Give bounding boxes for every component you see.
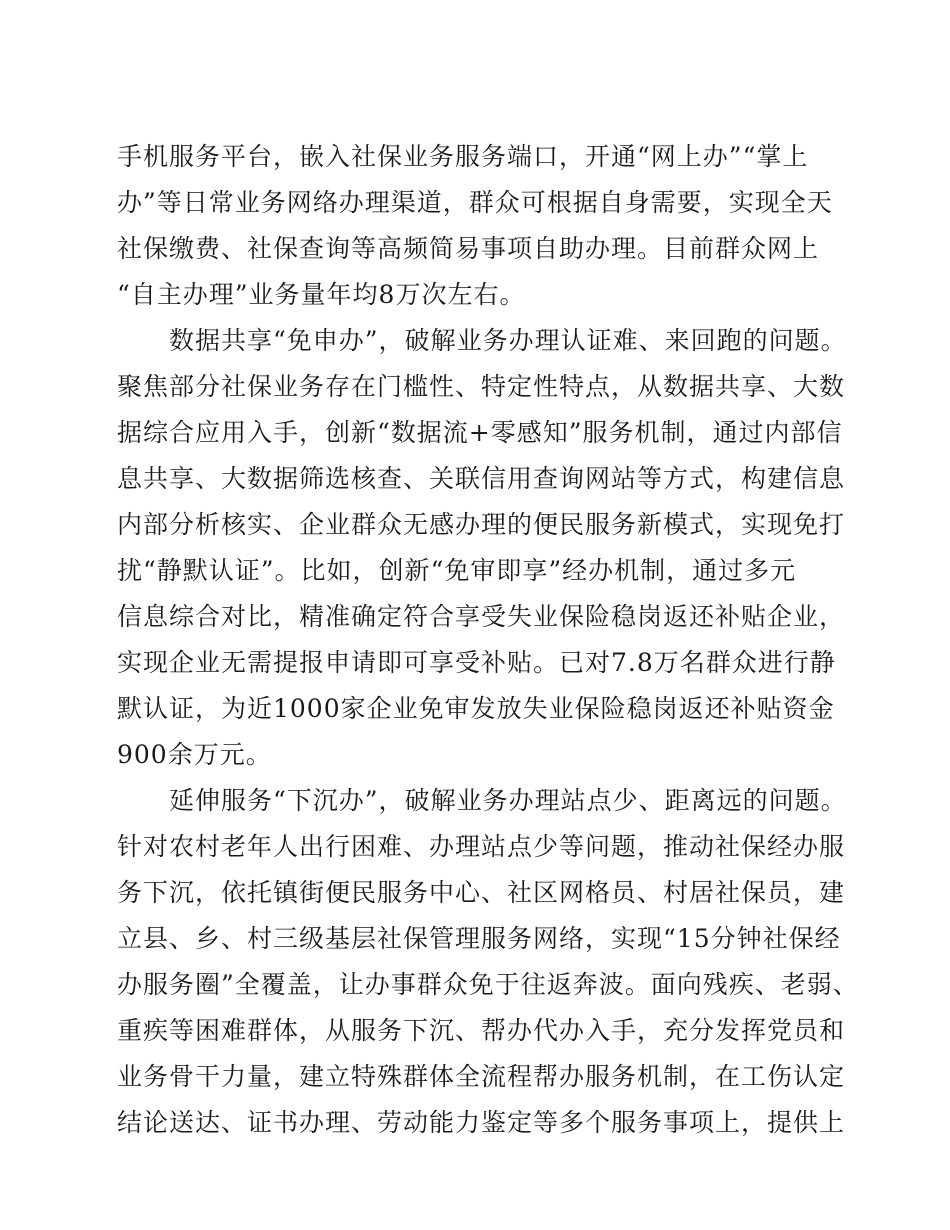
text-line: 息共享、大数据筛选核查、关联信用查询网站等方式，构建信息: [117, 464, 846, 493]
text-line: 社保缴费、社保查询等高频简易事项自助办理。目前群众网上: [117, 234, 820, 263]
text-line: 结论送达、证书办理、劳动能力鉴定等多个服务事项上，提供上: [117, 1108, 846, 1137]
text-line: 扰“静默认证”。比如，创新“免审即享”经办机制，通过多元: [117, 556, 797, 585]
text-line: 数据共享“免申办”，破解业务办理认证难、来回跑的问题。: [117, 326, 847, 355]
text-line: 聚焦部分社保业务存在门槛性、特定性特点，从数据共享、大数: [117, 372, 846, 401]
text-line: 手机服务平台，嵌入社保业务服务端口，开通“网上办”“掌上: [117, 142, 809, 171]
document-body: [117, 134, 859, 1146]
text-line: 900余万元。: [117, 740, 272, 769]
text-line: 务下沉，依托镇街便民服务中心、社区网格员、村居社保员，建: [117, 878, 846, 907]
text-line: 办”等日常业务网络办理渠道，群众可根据自身需要，实现全天: [117, 188, 833, 217]
text-line: “自主办理”业务量年均8万次左右。: [117, 280, 526, 309]
text-line: 实现企业无需提报申请即可享受补贴。已对7.8万名群众进行静: [117, 648, 836, 677]
text-line: 针对农村老年人出行困难、办理站点少等问题，推动社保经办服: [117, 832, 846, 861]
text-line: 默认证，为近1000家企业免审发放失业保险稳岗返还补贴资金: [117, 694, 835, 723]
text-line: 延伸服务“下沉办”，破解业务办理站点少、距离远的问题。: [117, 786, 847, 815]
text-line: 立县、乡、村三级基层社保管理服务网络，实现“15分钟社保经: [117, 924, 841, 953]
text-line: 内部分析核实、企业群众无感办理的便民服务新模式，实现免打: [117, 510, 846, 539]
text-line: 据综合应用入手，创新“数据流+零感知”服务机制，通过内部信: [117, 418, 843, 447]
text-line: 办服务圈”全覆盖，让办事群众免于往返奔波。面向残疾、老弱、: [117, 970, 859, 999]
text-line: 信息综合对比，精准确定符合享受失业保险稳岗返还补贴企业，: [117, 602, 846, 631]
text-line: 重疾等困难群体，从服务下沉、帮办代办入手，充分发挥党员和: [117, 1016, 846, 1045]
text-line: 业务骨干力量，建立特殊群体全流程帮办服务机制，在工伤认定: [117, 1062, 846, 1091]
